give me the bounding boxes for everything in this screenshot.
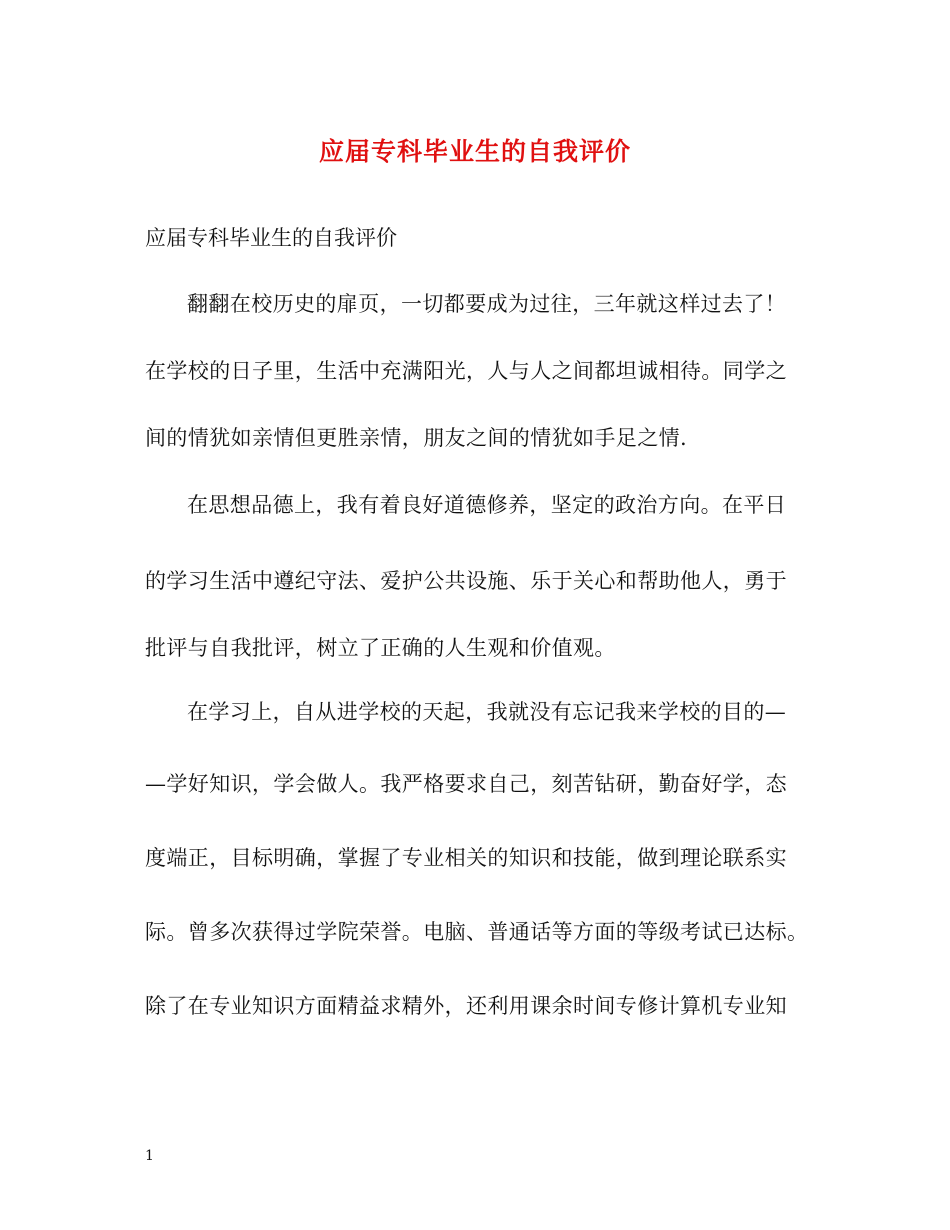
paragraph-line: 除了在专业知识方面精益求精外，还利用课余时间专修计算机专业知 [145, 994, 787, 1018]
paragraph-line: 翻翻在校历史的扉页，一切都要成为过往，三年就这样过去了！ [187, 292, 787, 316]
paragraph-line: 际。曾多次获得过学院荣誉。电脑、普通话等方面的等级考试已达标。 [145, 920, 809, 944]
document-subtitle: 应届专科毕业生的自我评价 [145, 226, 397, 250]
paragraph-line: 在学校的日子里，生活中充满阳光，人与人之间都坦诚相待。同学之 [145, 359, 787, 383]
paragraph-line: 度端正，目标明确，掌握了专业相关的知识和技能，做到理论联系实 [145, 846, 787, 870]
document-title: 应届专科毕业生的自我评价 [318, 137, 631, 166]
paragraph-line: —学好知识，学会做人。我严格要求自己，刻苦钻研，勤奋好学，态 [145, 772, 787, 796]
paragraph-line: 在思想品德上，我有着良好道德修养，坚定的政治方向。在平日 [187, 493, 787, 517]
paragraph-line: 批评与自我批评，树立了正确的人生观和价值观。 [145, 636, 616, 660]
paragraph-line: 间的情犹如亲情但更胜亲情，朋友之间的情犹如手足之情. [145, 426, 688, 450]
page-number: 1 [145, 1148, 154, 1164]
paragraph-line: 的学习生活中遵纪守法、爱护公共设施、乐于关心和帮助他人，勇于 [145, 569, 787, 593]
paragraph-line: 在学习上，自从进学校的天起，我就没有忘记我来学校的目的— [187, 700, 787, 724]
